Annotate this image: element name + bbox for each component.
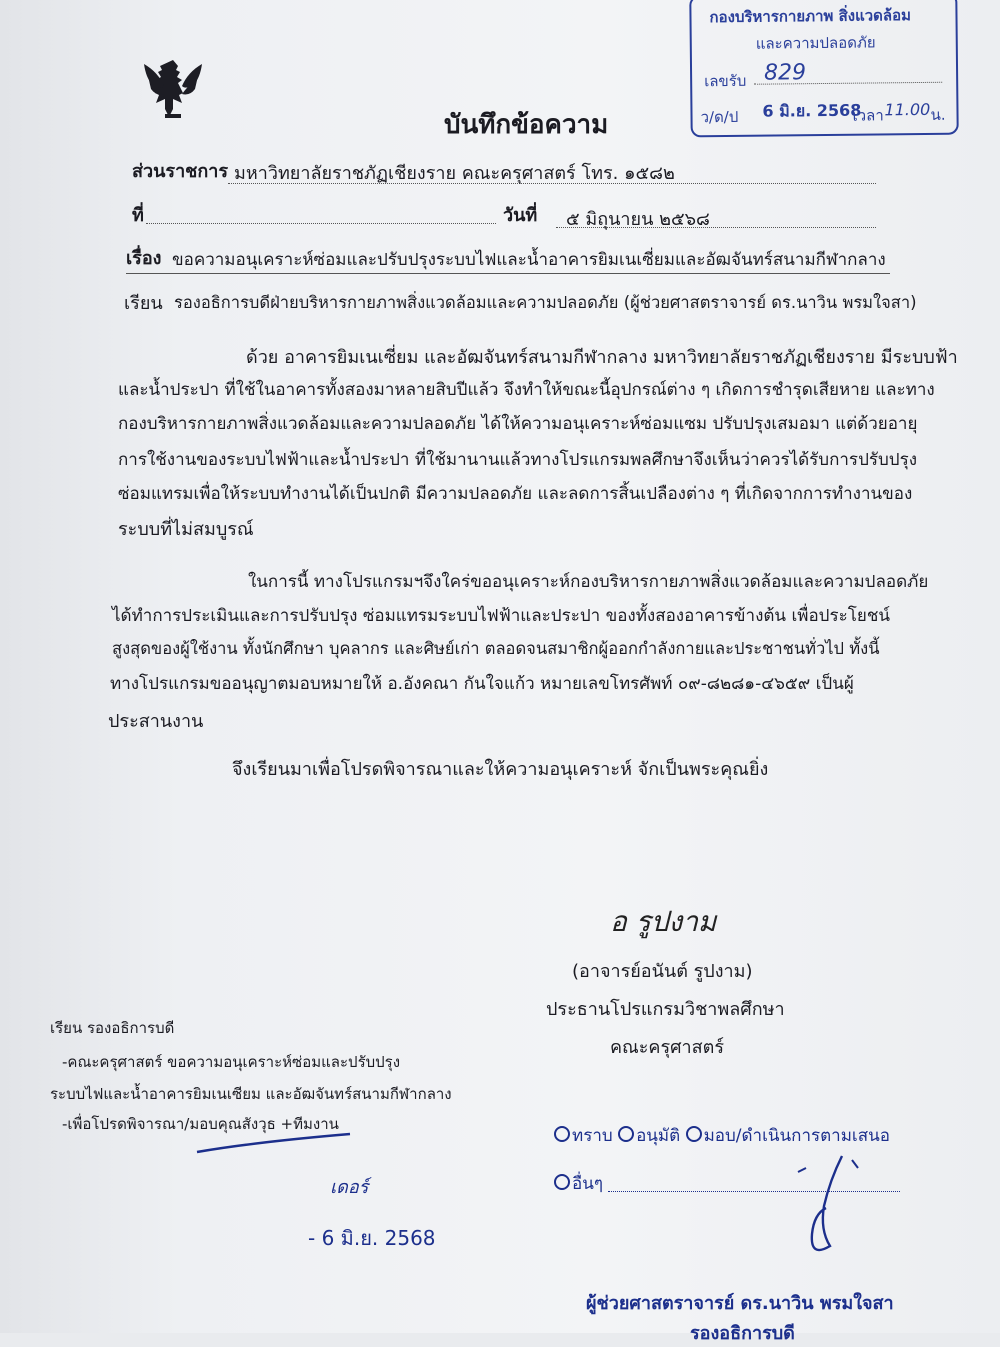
signer-position: ประธานโปรแกรมวิชาพลศึกษา	[546, 999, 785, 1020]
note-initials: เดอร์	[330, 1177, 369, 1198]
stamp-receipt-number: 829	[763, 60, 807, 86]
note-line1: เรียน รองอธิการบดี	[50, 1019, 175, 1037]
ref-label: ที่	[132, 205, 144, 226]
decision-option-acknowledge: ทราบ	[572, 1126, 613, 1146]
decision-signer-name: ผู้ช่วยศาสตราจารย์ ดร.นาวิน พรมใจสา	[586, 1293, 894, 1314]
note-line2: -คณะครุศาสตร์ ขอความอนุเคราะห์ซ่อมและปรับปรุง	[62, 1053, 401, 1071]
executive-signature	[790, 1150, 870, 1270]
agency-value: มหาวิทยาลัยราชภัฏเชียงราย คณะครุศาสตร์ โทร. ๑๕๘๒	[234, 163, 675, 184]
memo-title: บันทึกข้อความ	[444, 110, 609, 140]
decision-other	[554, 1170, 603, 1197]
stamp-date-value: 6 มิ.ย. 2568	[762, 100, 862, 121]
signer-faculty: คณะครุศาสตร์	[610, 1037, 724, 1058]
receipt-stamp	[689, 0, 958, 137]
body-p1-line1: ด้วย อาคารยิมเนเซี่ยม และอัฒจันทร์สนามกีฬากลาง มหาวิทยาลัยราชภัฏเชียงราย มีระบบฟ้า	[246, 347, 958, 368]
body-p1-line4: การใช้งานของระบบไฟฟ้าและน้ำประปา ที่ใช้มานานแล้วทางโปรแกรมพลศึกษาจึงเห็นว่าควรได้รับการปรับปรุง	[118, 450, 917, 470]
subject-value: ขอความอนุเคราะห์ซ่อมและปรับปรุงระบบไฟและน้ำอาคารยิมเนเซี่ยมและอัฒจันทร์สนามกีฬากลาง	[172, 250, 886, 270]
decision-signer-title: รองอธิการบดี	[690, 1323, 795, 1344]
decision-option-approve: อนุมัติ	[636, 1126, 681, 1146]
note-date: - 6 มิ.ย. 2568	[308, 1226, 436, 1250]
closing-sentence: จึงเรียนมาเพื่อโปรดพิจารณาและให้ความอนุเคราะห์ จักเป็นพระคุณยิ่ง	[232, 759, 769, 780]
body-p1-line3: กองบริหารกายภาพสิ่งแวดล้อมและความปลอดภัย ได้ให้ความอนุเคราะห์ซ่อมแซม ปรับปรุงเสมอมา แต่ด้วยอายุ	[118, 414, 918, 434]
subject-rule	[126, 273, 890, 274]
stamp-department-line1: กองบริหารกายภาพ สิ่งแวดล้อม	[709, 6, 912, 27]
stamp-time-value: 11.00	[884, 99, 931, 120]
body-p2-line4: ทางโปรแกรมขออนุญาตมอบหมายให้ อ.อังคณา กันใจแก้ว หมายเลขโทรศัพท์ ๐๙-๘๒๘๑-๔๖๕๙ เป็นผู้	[110, 674, 854, 694]
body-p2-line1: ในการนี้ ทางโปรแกรมฯจึงใคร่ขออนุเคราะห์กองบริหารกายภาพสิ่งแวดล้อมและความปลอดภัย	[248, 572, 929, 592]
note-line4: -เพื่อโปรดพิจารณา/มอบคุณสังวุธ +ทีมงาน	[62, 1115, 339, 1133]
stamp-receipt-label: เลขรับ	[704, 71, 747, 91]
body-p1-line6: ระบบที่ไม่สมบูรณ์	[118, 519, 254, 540]
to-value: รองอธิการบดีฝ่ายบริหารกายภาพสิ่งแวดล้อมและความปลอดภัย (ผู้ช่วยศาสตราจารย์ ดร.นาวิน พรมใจสา)	[174, 293, 917, 312]
note-underline-stroke	[195, 1130, 355, 1156]
note-line3: ระบบไฟและน้ำอาคารยิมเนเซียม และอัฒจันทร์สนามกีฬากลาง	[50, 1085, 452, 1103]
garuda-emblem-icon	[138, 54, 208, 122]
subject-label: เรื่อง	[126, 248, 162, 269]
agency-label: ส่วนราชการ	[132, 161, 229, 182]
decision-other-label: อื่นๆ	[572, 1174, 603, 1194]
option-circle-icon	[554, 1126, 570, 1142]
signer-signature: อ รูปงาม	[610, 905, 717, 938]
body-p1-line5: ซ่อมแทรมเพื่อให้ระบบทำงานได้เป็นปกติ มีความปลอดภัย และลดการสิ้นเปลืองต่าง ๆ ที่เกิดจากการทำงานของ	[118, 484, 913, 504]
stamp-department-line2: และความปลอดภัย	[755, 33, 876, 53]
decision-option-assign: มอบ/ดำเนินการตามเสนอ	[703, 1126, 890, 1146]
stamp-date-label: ว/ด/ป	[700, 107, 739, 127]
body-p2-line2: ได้ทำการประเมินและการปรับปรุง ซ่อมแทรมระบบไฟฟ้าและประปา ของทั้งสองอาคารข้างต้น เพื่อประโยชน์	[112, 606, 890, 626]
body-p2-line3: สูงสุดของผู้ใช้งาน ทั้งนักศึกษา บุคลากร และศิษย์เก่า ตลอดจนสมาชิกผู้ออกกำลังกายและประชาชนทั่วไป ทั้งนี้	[112, 639, 880, 658]
option-circle-icon	[554, 1174, 570, 1190]
stamp-time-suffix: น.	[930, 105, 946, 124]
to-label: เรียน	[124, 293, 163, 314]
signer-name: (อาจารย์อนันต์ รูปงาม)	[572, 961, 753, 982]
decision-options	[554, 1122, 890, 1149]
date-label: วันที่	[503, 205, 538, 226]
option-circle-icon	[686, 1126, 702, 1142]
date-value: ๕ มิถุนายน ๒๕๖๘	[566, 209, 710, 230]
body-p2-line5: ประสานงาน	[108, 711, 204, 732]
ref-line	[146, 222, 496, 224]
body-p1-line2: และน้ำประปา ที่ใช้ในอาคารทั้งสองมาหลายสิบปีแล้ว จึงทำให้ขณะนี้อุปกรณ์ต่าง ๆ เกิดการชำรุดเสียหาย และทาง	[118, 380, 935, 400]
option-circle-icon	[618, 1126, 634, 1142]
stamp-time-label: เวลา	[852, 106, 884, 125]
